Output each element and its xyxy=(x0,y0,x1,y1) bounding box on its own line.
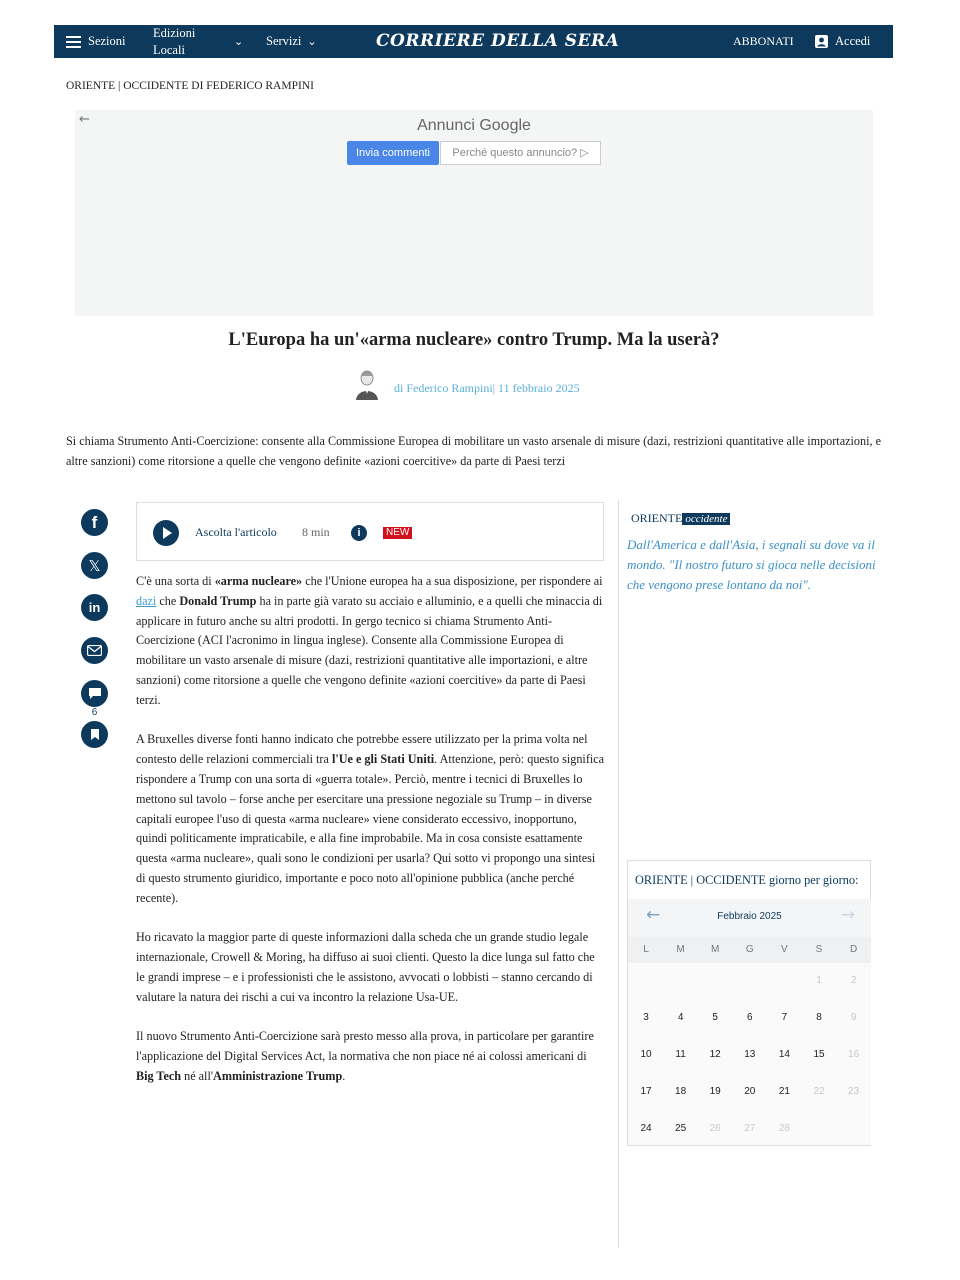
new-badge: NEW xyxy=(383,527,412,539)
article-body xyxy=(136,572,606,1107)
weekday-label: D xyxy=(849,944,858,955)
article-byline[interactable]: di Federico Rampini| 11 febbraio 2025 xyxy=(394,381,580,395)
calendar-day[interactable]: 6 xyxy=(747,1012,753,1023)
ad-title: Annunci Google xyxy=(417,117,531,134)
calendar-day[interactable]: 18 xyxy=(675,1086,687,1097)
sections-menu-button[interactable] xyxy=(66,25,126,58)
send-feedback-button[interactable]: Invia commenti xyxy=(347,141,439,165)
calendar-days xyxy=(628,963,871,1145)
calendar-day[interactable]: 20 xyxy=(744,1086,756,1097)
bookmark-icon xyxy=(90,728,100,741)
login-label: Accedi xyxy=(835,34,871,48)
calendar-day[interactable]: 4 xyxy=(677,1012,684,1023)
hamburger-icon xyxy=(66,41,81,43)
archive-calendar xyxy=(627,860,871,1146)
chevron-down-icon: ⌄ xyxy=(307,36,317,48)
calendar-day: 9 xyxy=(850,1012,857,1023)
column-brand-logo[interactable] xyxy=(631,511,730,526)
calendar-day[interactable]: 25 xyxy=(675,1123,687,1134)
previous-month-arrow-icon[interactable]: ← xyxy=(646,905,661,925)
top-nav-bar xyxy=(54,25,893,58)
play-icon[interactable] xyxy=(153,520,179,546)
linkedin-share-button[interactable] xyxy=(81,594,108,621)
calendar-day: 1 xyxy=(816,975,822,986)
calendar-day[interactable]: 13 xyxy=(744,1049,756,1060)
big-tech-link[interactable]: Big Tech xyxy=(136,1068,182,1083)
listen-article-label[interactable]: Ascolta l'articolo xyxy=(195,525,277,539)
brand-oriente: ORIENTE xyxy=(631,511,683,525)
calendar-day: 27 xyxy=(744,1123,756,1134)
calendar-day[interactable]: 11 xyxy=(675,1049,686,1060)
calendar-day[interactable]: 3 xyxy=(643,1012,649,1023)
author-avatar xyxy=(353,367,381,400)
subscribe-link[interactable] xyxy=(733,25,794,58)
paragraph: Ho ricavato la maggior parte di queste informazioni dalla scheda che un grande studio legale internazionale, Crowell & Moring, ha diffuso ai suoi clienti. Questo la dice lunga sul fatto che le grandi imprese – e i professionisti che le assistono, avvocati o lobbisti – stanno cercando di valutare la natura dei rischi a cui va incontro la relazione Usa-UE. xyxy=(136,930,595,1004)
comments-count[interactable]: 6 xyxy=(91,707,98,718)
calendar-day: 2 xyxy=(850,975,857,986)
audio-player xyxy=(136,502,604,561)
calendar-day[interactable]: 10 xyxy=(640,1049,652,1060)
envelope-icon xyxy=(87,645,102,656)
donald-trump-link[interactable]: Donald Trump xyxy=(179,593,257,608)
info-icon[interactable]: i xyxy=(351,525,367,541)
local-editions-label: Edizioni Locali xyxy=(153,25,196,57)
back-arrow-icon[interactable]: ← xyxy=(79,112,90,127)
sidebar-divider xyxy=(618,500,619,1248)
login-button[interactable] xyxy=(815,25,870,58)
dazi-link[interactable]: dazi xyxy=(136,593,157,608)
subscribe-label: ABBONATI xyxy=(733,34,794,48)
calendar-title: ORIENTE | OCCIDENTE giorno per giorno: xyxy=(635,873,859,887)
local-editions-menu[interactable] xyxy=(153,25,213,58)
x-icon: 𝕏 xyxy=(88,557,101,575)
paragraph: Il nuovo Strumento Anti-Coercizione sarà presto messo alla prova, in particolare per garantire l'applicazione del Digital Services Act, la normativa che non piace né ai colossi americani di Big Tech né all'Amministrazione Trump. xyxy=(136,1029,594,1083)
calendar-day: 16 xyxy=(848,1049,860,1060)
calendar-day: 26 xyxy=(709,1123,721,1134)
calendar-day[interactable]: 19 xyxy=(709,1086,721,1097)
paragraph: A Bruxelles diverse fonti hanno indicato che potrebbe essere utilizzato per la prima volta nel contesto delle relazioni commerciali tra l'Ue e gli Stati Uniti. Attenzione, però: questo significa rispondere a Trump con una sorta di «guerra totale». Perciò, mentre i tecnici di Bruxelles lo mettono sul tavolo – forse anche per esercitare una pressione negoziale su Trump – in diverse capitali europee l'uso di questa «arma nucleare» viene considerato eccessivo, inopportuno, quindi politicamente impraticabile, e alla fine improbabile. Ma in cosa consiste esattamente questa «arma nucleare», quali sono le condizioni per usarla? Qui sotto vi propongo una sintesi di questo strumento giuridico, importante e poco noto all'opinione pubblica (anche perché recente). xyxy=(136,732,605,905)
brand-occidente: occidente xyxy=(682,513,730,525)
calendar-day[interactable]: 5 xyxy=(712,1012,718,1023)
calendar-header xyxy=(628,899,871,937)
x-share-button[interactable] xyxy=(81,552,108,579)
article-summary: Si chiama Strumento Anti-Coercizione: consente alla Commissione Europea di mobilitare un vasto arsenale di misure (dazi, restrizioni quantitative alle importazioni, e altre sanzioni) come ritorsione a quelle che vengono definite «azioni coercitive» da parte di Paesi terzi xyxy=(66,434,881,468)
bookmark-button[interactable] xyxy=(81,721,108,748)
ue-stati-uniti-link[interactable]: l'Ue e gli Stati Uniti xyxy=(331,752,435,767)
email-share-button[interactable] xyxy=(81,637,108,664)
google-ad-block xyxy=(75,110,873,316)
calendar-day[interactable]: 15 xyxy=(813,1049,825,1060)
audio-duration: 8 min xyxy=(302,525,330,539)
amministrazione-trump-link[interactable]: Amministrazione Trump xyxy=(213,1068,343,1083)
services-menu[interactable] xyxy=(266,25,317,58)
column-tagline: Dall'America e dall'Asia, i segnali su dove va il mondo. "Il nostro futuro si gioca nelle decisioni che vengono prese lontano da noi". xyxy=(627,537,876,592)
facebook-icon: f xyxy=(91,512,98,532)
weekday-label: S xyxy=(815,944,823,955)
why-this-ad-button[interactable]: Perché questo annuncio? ▷ xyxy=(440,141,601,165)
weekday-label: M xyxy=(711,944,720,955)
weekday-label: L xyxy=(643,944,649,955)
next-month-arrow-icon[interactable]: → xyxy=(840,905,855,925)
weekday-label: V xyxy=(781,944,788,955)
calendar-day[interactable]: 21 xyxy=(778,1086,790,1097)
calendar-month: Febbraio 2025 xyxy=(717,911,782,922)
bold-text: «arma nucleare» xyxy=(214,574,303,588)
comments-button[interactable] xyxy=(81,680,108,707)
services-label: Servizi xyxy=(266,34,302,48)
user-icon xyxy=(815,35,828,48)
weekday-label: M xyxy=(676,944,685,955)
calendar-day: 23 xyxy=(848,1086,860,1097)
weekday-label: G xyxy=(745,944,754,955)
local-editions-chevron[interactable] xyxy=(234,25,243,58)
calendar-day[interactable]: 8 xyxy=(816,1012,822,1023)
calendar-day[interactable]: 12 xyxy=(709,1049,721,1060)
paragraph: C'è una sorta di «arma nucleare» che l'Unione europea ha a sua disposizione, per rispondere ai dazi che Donald Trump ha in parte già varato su acciaio e alluminio, e a quelli che minaccia di applicare in futuro anche su altri prodotti. In gergo tecnico si chiama Strumento Anti-Coercizione (ACI l'acronimo in lingua inglese). Consente alla Commissione Europea di mobilitare un vasto arsenale di misure (dazi, restrizioni quantitative alle importazioni, e altre sanzioni) come ritorsione a quelle che vengono definite «azioni coercitive» da parte di Paesi terzi. xyxy=(136,574,603,707)
calendar-day[interactable]: 14 xyxy=(778,1049,790,1060)
sections-label: Sezioni xyxy=(88,34,126,48)
article-headline: L'Europa ha un'«arma nucleare» contro Trump. Ma la userà? xyxy=(228,330,720,350)
calendar-day: 22 xyxy=(813,1086,825,1097)
calendar-day[interactable]: 7 xyxy=(781,1012,788,1023)
column-kicker[interactable]: ORIENTE | OCCIDENTE DI FEDERICO RAMPINI xyxy=(66,80,314,92)
linkedin-icon: in xyxy=(88,600,101,615)
calendar-day: 28 xyxy=(778,1123,790,1134)
weekday-header xyxy=(628,937,871,963)
site-logo[interactable]: CORRIERE DELLA SERA xyxy=(376,31,620,51)
facebook-share-button[interactable] xyxy=(81,509,108,536)
chevron-down-icon: ⌄ xyxy=(234,36,244,48)
calendar-day[interactable]: 24 xyxy=(640,1123,652,1134)
calendar-day[interactable]: 17 xyxy=(640,1086,652,1097)
comment-bubble-icon xyxy=(88,687,102,700)
